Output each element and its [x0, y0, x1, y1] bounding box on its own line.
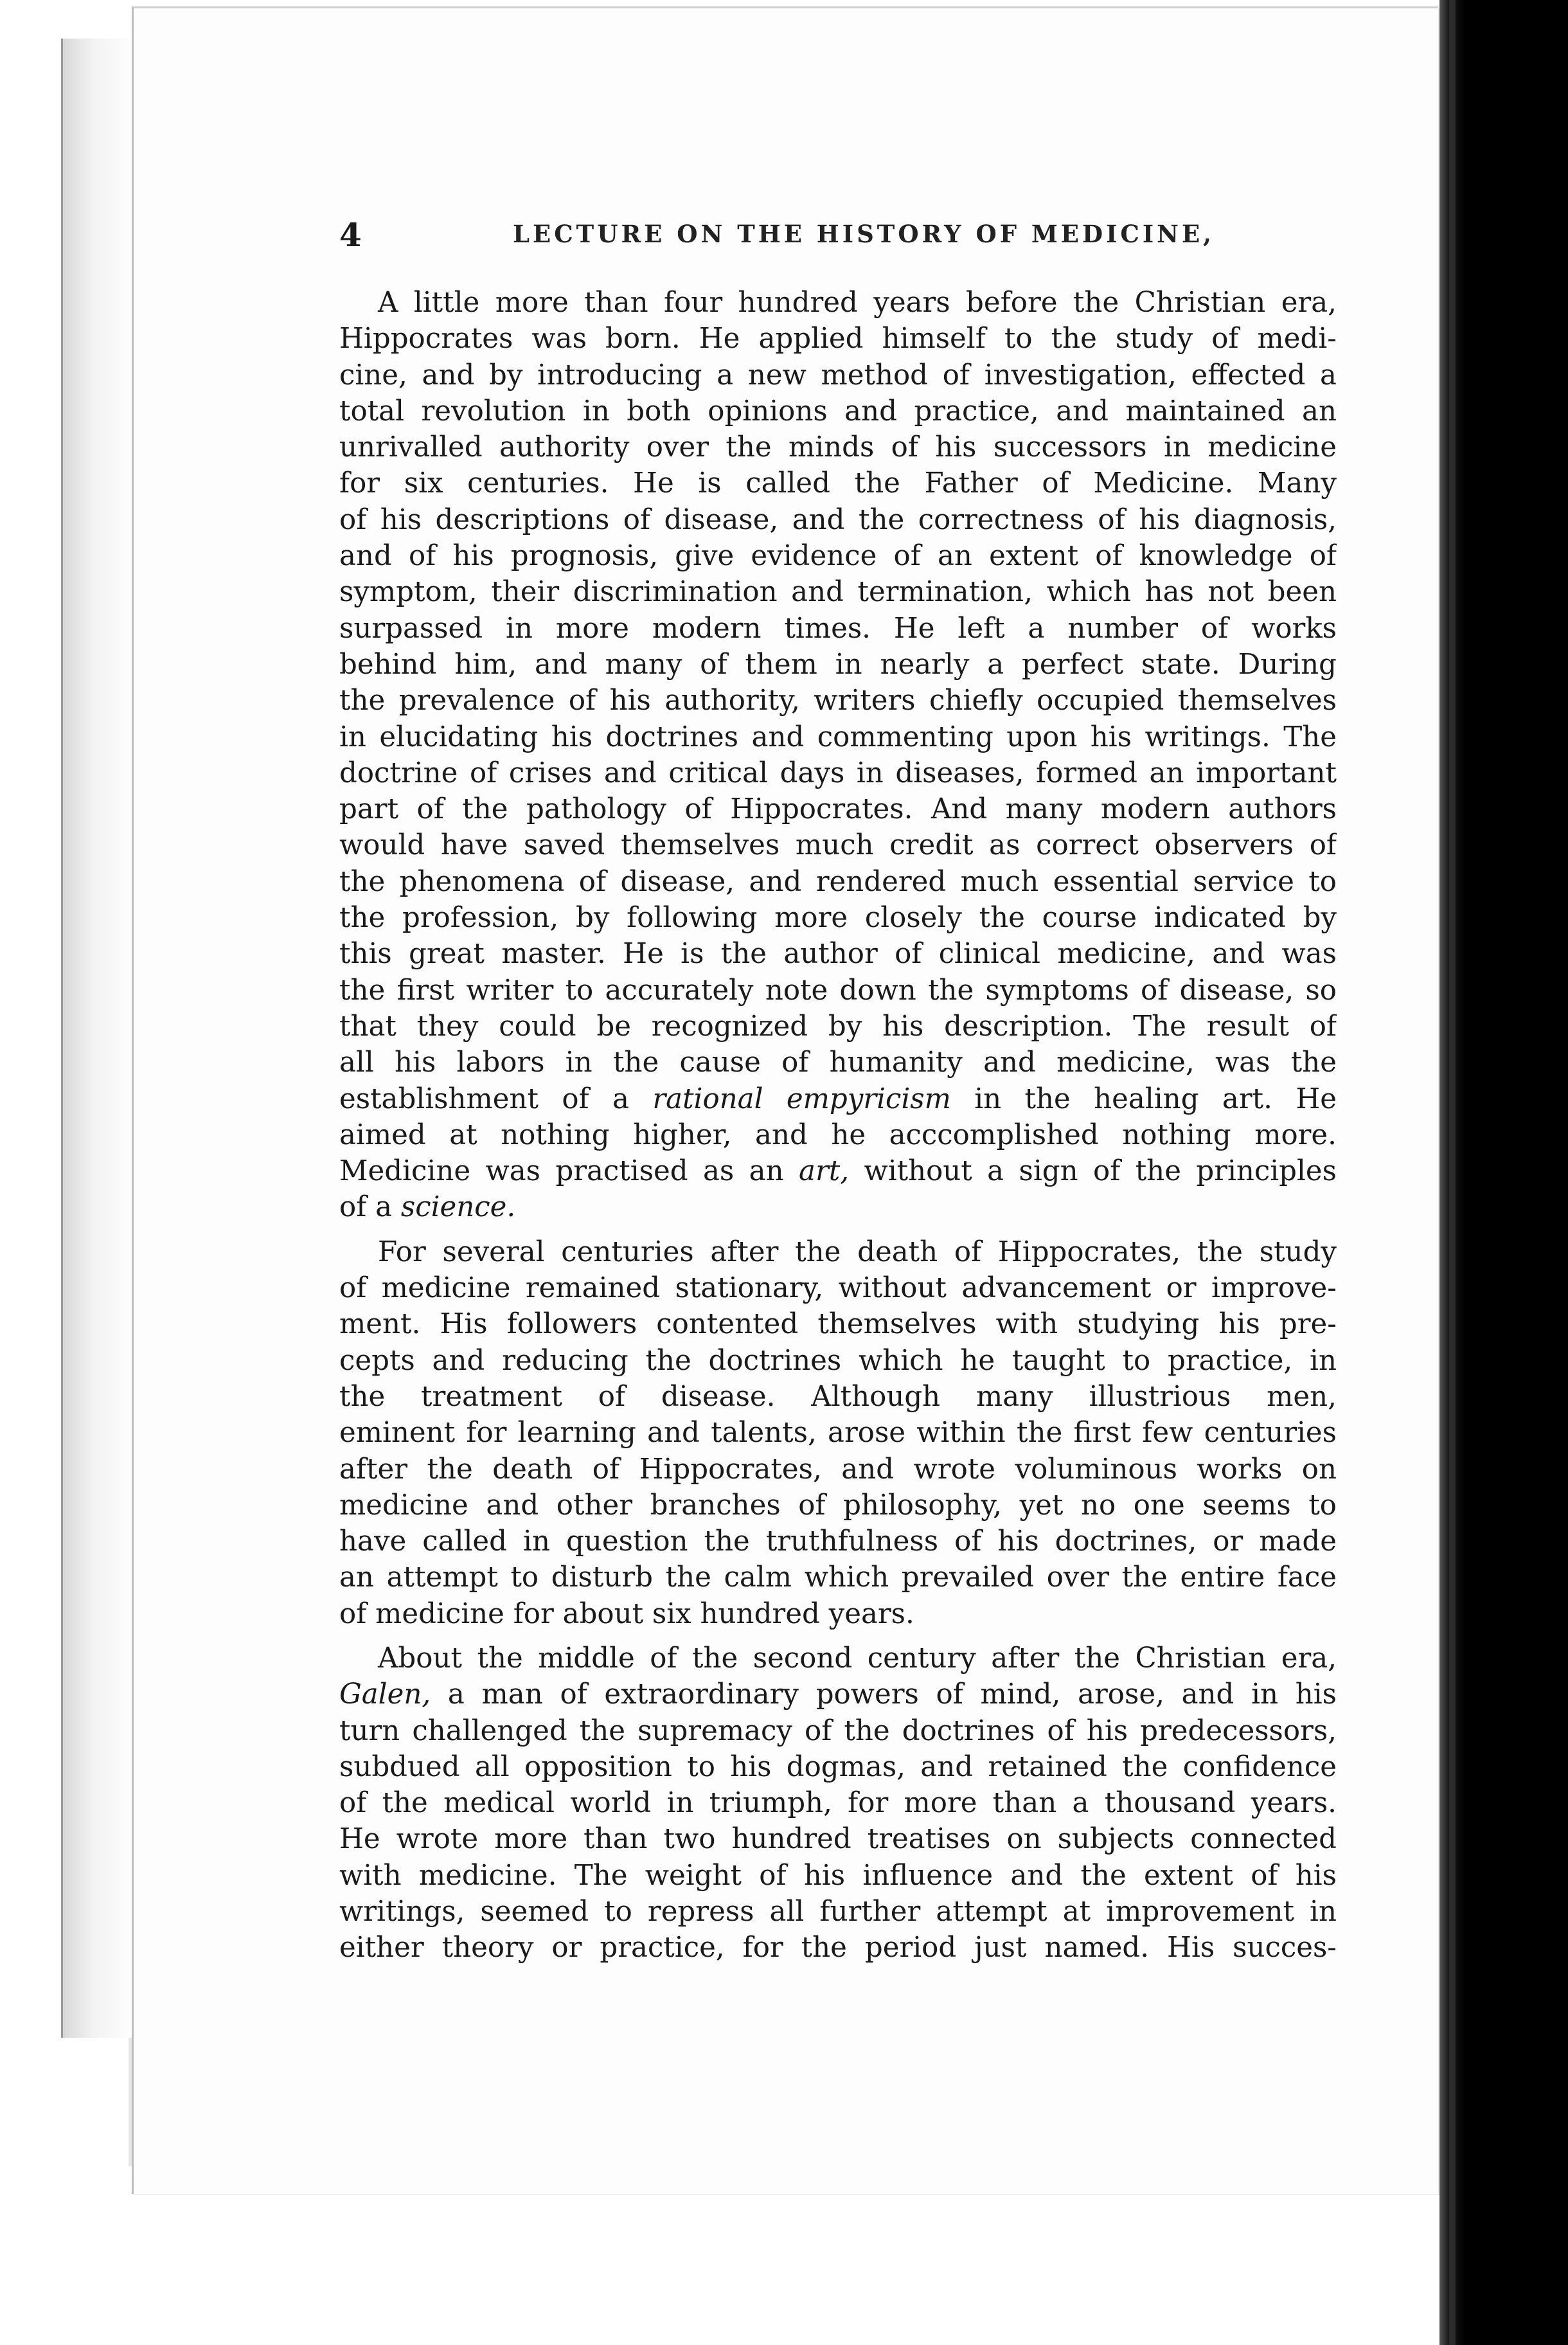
paragraph — [339, 1234, 1337, 1632]
text-line: in elucidating his doctrines and commenting upon his writings. The — [339, 721, 1337, 753]
text-line: surpassed in more modern times. He left a number of works — [339, 612, 1337, 645]
text-line: of medicine for about six hundred years. — [339, 1597, 914, 1630]
page-header — [339, 216, 1345, 261]
text-line: total revolution in both opinions and practice, and maintained an — [339, 395, 1337, 427]
text-line: all his labors in the cause of humanity and medicine, was the — [339, 1047, 1337, 1079]
text-line: For several centuries after the death of Hippocrates, the study — [378, 1235, 1337, 1268]
text-line: and of his prognosis, give evidence of an extent of knowledge of — [339, 540, 1337, 573]
text-line: after the death of Hippocrates, and wrote voluminous works on — [339, 1453, 1337, 1486]
text-line: ment. His followers contented themselves with studying his pre- — [339, 1308, 1337, 1341]
text-line: About the middle of the second century after the Christian era, — [378, 1642, 1337, 1675]
italic-phrase: science. — [400, 1191, 516, 1224]
italic-phrase: rational empyricism — [652, 1083, 951, 1115]
text-line: an attempt to disturb the calm which prevailed over the entire face — [339, 1561, 1337, 1594]
text-line: of his descriptions of disease, and the correctness of his diagnosis, — [339, 503, 1337, 536]
running-head: LECTURE ON THE HISTORY OF MEDICINE, — [513, 220, 1215, 248]
text-line: behind him, and many of them in nearly a perfect state. During — [339, 648, 1337, 681]
italic-phrase: art, — [799, 1155, 850, 1188]
text-line: for six centuries. He is called the Father of Medicine. Many — [339, 467, 1337, 500]
text-line: of a science. — [339, 1191, 516, 1224]
text-line: part of the pathology of Hippocrates. And many modern authors — [339, 793, 1337, 826]
text-line: writings, seemed to repress all further attempt at improvement in — [339, 1896, 1337, 1928]
text-line: medicine and other branches of philosophy, yet no one seems to — [339, 1489, 1337, 1522]
text-line: would have saved themselves much credit as correct observers of — [339, 829, 1337, 862]
text-line: Galen, a man of extraordinary powers of mind, arose, and in his — [339, 1678, 1337, 1711]
text-line: turn challenged the supremacy of the doctrines of his predecessors, — [339, 1714, 1337, 1747]
book-binding — [1465, 0, 1568, 2345]
text-line: have called in question the truthfulness of his doctrines, or made — [339, 1525, 1337, 1558]
text-line: eminent for learning and talents, arose within the first few centuries — [339, 1417, 1337, 1450]
text-line: Medicine was practised as an art, without a sign of the principles — [339, 1155, 1337, 1188]
book-binding-edge — [1449, 0, 1456, 2345]
paragraph — [339, 1640, 1337, 1966]
text-line: He wrote more than two hundred treatises on subjects connected — [339, 1823, 1337, 1856]
text-line: the phenomena of disease, and rendered much essential service to — [339, 865, 1337, 898]
text-line: aimed at nothing higher, and he acccomplished nothing more. — [339, 1119, 1337, 1151]
text-line: cepts and reducing the doctrines which he taught to practice, in — [339, 1344, 1337, 1377]
text-line: either theory or practice, for the period just named. His succes- — [339, 1932, 1337, 1964]
body-text — [339, 285, 1337, 1966]
text-line: with medicine. The weight of his influence and the extent of his — [339, 1859, 1337, 1892]
text-line: Hippocrates was born. He applied himself to the study of medi- — [339, 323, 1337, 355]
text-line: symptom, their discrimination and termination, which has not been — [339, 576, 1337, 609]
text-line: the first writer to accurately note down the symptoms of disease, so — [339, 974, 1337, 1007]
page-number: 4 — [339, 216, 362, 254]
text-line: the profession, by following more closely the course indicated by — [339, 902, 1337, 935]
text-line: unrivalled authority over the minds of his successors in medicine — [339, 431, 1337, 464]
italic-phrase: Galen, — [339, 1678, 431, 1711]
text-line: this great master. He is the author of clinical medicine, and was — [339, 938, 1337, 971]
text-line: subdued all opposition to his dogmas, and retained the confidence — [339, 1750, 1337, 1783]
text-line: cine, and by introducing a new method of investigation, effected a — [339, 359, 1337, 391]
page-edge-shadow — [61, 39, 137, 2038]
text-line: the prevalence of his authority, writers chiefly occupied themselves — [339, 685, 1337, 717]
text-line: establishment of a rational empyricism in the healing art. He — [339, 1083, 1337, 1115]
text-line: the treatment of disease. Although many illustrious men, — [339, 1380, 1337, 1413]
text-line: of the medical world in triumph, for more than a thousand years. — [339, 1787, 1337, 1820]
text-line: that they could be recognized by his description. The result of — [339, 1010, 1337, 1043]
text-line: of medicine remained stationary, without advancement or improve- — [339, 1272, 1337, 1305]
paragraph — [339, 285, 1337, 1226]
text-line: A little more than four hundred years before the Christian era, — [378, 287, 1337, 319]
text-line: doctrine of crises and critical days in diseases, formed an important — [339, 757, 1337, 789]
